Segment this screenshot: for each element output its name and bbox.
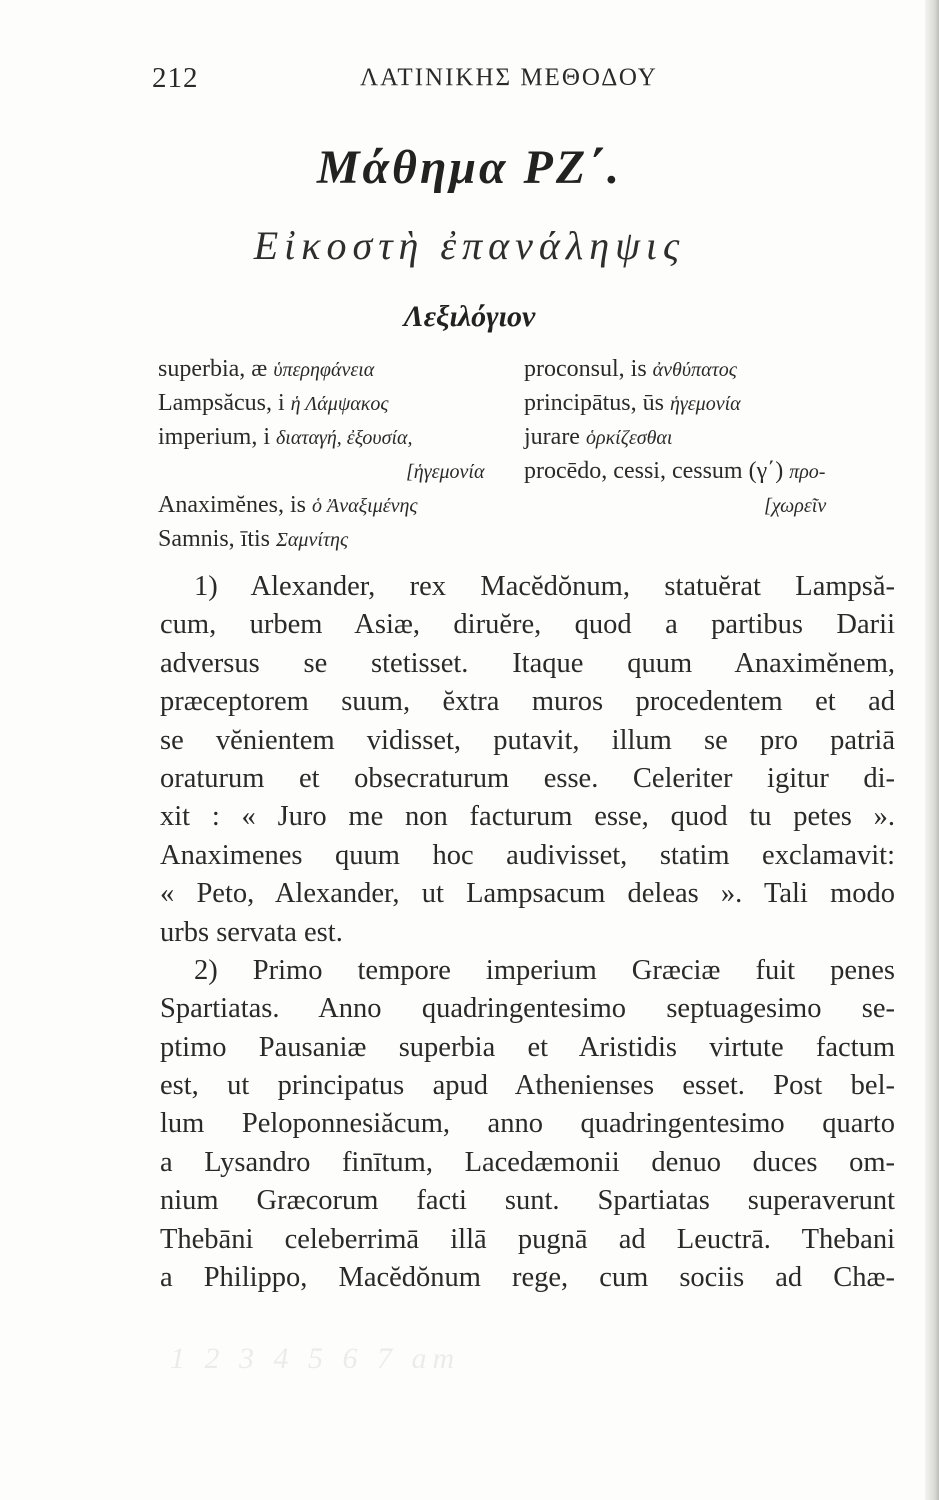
- text-line: Anaximenes quum hoc audivisset, statim exclamavit:: [160, 839, 895, 871]
- text-line: se vĕnientem vidisset, putavit, illum se pro patriā: [160, 724, 895, 756]
- page-number: 212: [152, 62, 199, 94]
- vocab-greek: [χωρεῖν: [764, 495, 827, 517]
- vocab-entry: [524, 458, 825, 485]
- text-line: 2) Primo tempore imperium Græciæ fuit penes: [194, 954, 895, 986]
- text-line: 1) Alexander, rex Macĕdŏnum, statuĕrat Lampsă-: [194, 571, 895, 602]
- vocab-latin: principātus, ūs: [524, 390, 664, 416]
- vocab-entry: [524, 356, 737, 383]
- bleed-through-text: 1 2 3 4 5 6 7 am: [170, 1342, 461, 1375]
- vocab-greek: Σαμνίτης: [276, 529, 349, 551]
- text-line: « Peto, Alexander, ut Lampsacum deleas ». Tali modo: [160, 878, 895, 910]
- vocab-greek: ἡ Λάμψακος: [290, 393, 389, 415]
- text-line: xit : « Juro me non facturum esse, quod tu petes ».: [160, 801, 895, 833]
- text-line: ptimo Pausaniæ superbia et Aristidis virtute factum: [160, 1031, 895, 1063]
- page-header: [152, 62, 892, 102]
- vocab-latin: Lampsăcus, i: [158, 390, 285, 416]
- vocab-latin: Anaximĕnes, is: [158, 492, 306, 518]
- vocab-greek: διαταγή, ἐξουσία,: [275, 427, 413, 449]
- vocab-latin: proconsul, is: [524, 356, 647, 382]
- vocab-latin: superbia, æ: [158, 356, 268, 382]
- text-line: Thebāni celeberrimā illā pugnā ad Leuctrā. Thebani: [160, 1223, 895, 1255]
- vocab-latin: imperium, i: [158, 424, 270, 450]
- vocab-entry-continuation: [406, 458, 484, 485]
- text-line: urbs servata est.: [160, 916, 343, 948]
- text-line: præceptorem suum, ĕxtra muros procedentem et ad: [160, 686, 895, 718]
- text-line: oraturum et obsecraturum esse. Celeriter igitur di-: [160, 762, 895, 794]
- lesson-subtitle: Εἰκοστὴ ἐπανάληψις: [253, 223, 686, 268]
- vocab-entry: [158, 424, 413, 451]
- vocab-entry-continuation: [764, 492, 826, 519]
- vocab-greek: ὑπερηφάνεια: [273, 359, 375, 381]
- running-title: ΛΑΤΙΝΙΚΗΣ ΜΕΘΟΔΟΥ: [360, 64, 658, 91]
- vocab-greek: [ἡγεμονία: [406, 461, 485, 483]
- vocab-latin: procēdo, cessi, cessum (γ΄): [524, 458, 784, 484]
- vocab-greek: προ-: [789, 461, 826, 483]
- text-line: cum, urbem Asiæ, diruĕre, quod a partibus Darii: [160, 609, 895, 641]
- vocab-greek: ὁ Ἀναξιμένης: [311, 495, 418, 517]
- vocab-entry: [524, 424, 672, 451]
- text-line: nium Græcorum facti sunt. Spartiatas superaverunt: [160, 1185, 895, 1217]
- exercise-text: [160, 568, 895, 1297]
- text-line: est, ut principatus apud Athenienses esset. Post bel-: [160, 1070, 895, 1102]
- text-line: a Lysandro finītum, Lacedæmonii denuo duces om-: [160, 1146, 895, 1178]
- vocab-greek: ἡγεμονία: [669, 393, 741, 415]
- text-line: adversus se stetisset. Itaque quum Anaximĕnem,: [160, 647, 895, 679]
- vocab-entry: [158, 356, 374, 383]
- vocab-entry: [158, 492, 418, 519]
- vocab-greek: ὁρκίζεσθαι: [585, 427, 673, 449]
- vocab-latin: jurare: [524, 424, 580, 450]
- vocabulary-heading: Λεξιλόγιον: [403, 300, 536, 333]
- text-line: lum Peloponnesiăcum, anno quadringentesimo quarto: [160, 1108, 895, 1140]
- vocabulary-list: [158, 356, 898, 566]
- vocab-greek: ἀνθύπατος: [652, 359, 737, 381]
- lesson-title: Μάθημα ΡΖ΄.: [316, 141, 623, 194]
- text-line: Spartiatas. Anno quadringentesimo septuagesimo se-: [160, 993, 895, 1025]
- text-line: a Philippo, Macĕdŏnum rege, cum sociis ad Chæ-: [160, 1262, 895, 1294]
- vocab-entry: [158, 526, 348, 553]
- vocab-latin: Samnis, ītis: [158, 526, 271, 552]
- vocab-entry: [524, 390, 741, 417]
- vocab-entry: [158, 390, 388, 417]
